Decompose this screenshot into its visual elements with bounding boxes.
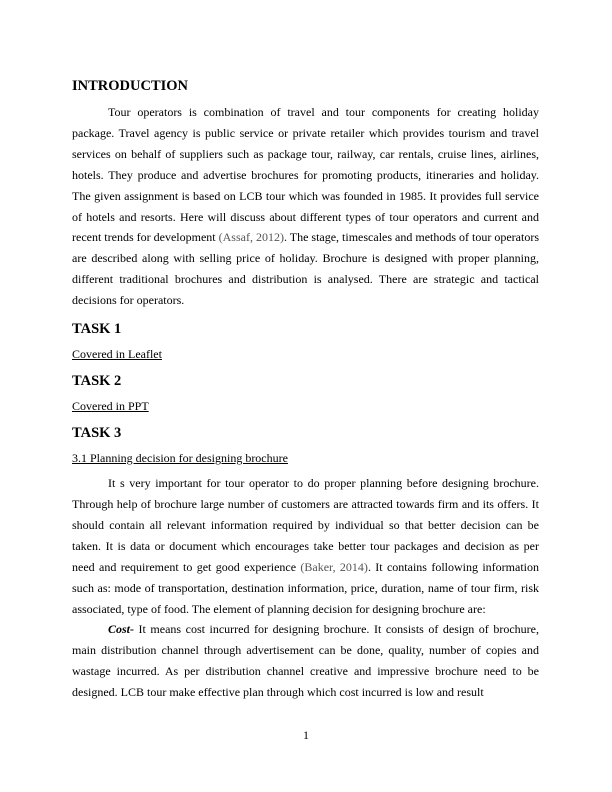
task2-covered-link[interactable]: Covered in PPT <box>72 399 149 414</box>
intro-text-part-2: . The stage, timescales and methods of tour operators are described along with selling price of holiday. Brochure is designed with proper planning, different traditional brochures and distribution is analysed. There are strategic and tactical decisions for operators. <box>72 230 540 308</box>
task1-heading: TASK 1 <box>72 321 122 338</box>
task2-heading: TASK 2 <box>72 373 122 390</box>
task3-text-part-1: It s very important for tour operator to do proper planning before designing brochure. Through help of brochure large number of customers are attracted towards firm and its offers. It should contain all relevant information required by individual so that better decision can be taken. It is data or document which encourages take better tour packages and decision as per need and requirement to get good experience <box>72 476 539 574</box>
section-3-1-subheading: 3.1 Planning decision for designing brochure <box>72 451 288 466</box>
intro-text-part-1: Tour operators is combination of travel and tour components for creating holiday package. Travel agency is public service or private retailer which provides tourism and travel services on behalf of suppliers such as package tour, railway, car rentals, cruise lines, airlines, hotels. They produce and advertise brochures for promoting products, itineraries and holiday. The given assignment is based on LCB tour which was founded in 1985. It provides full service of hotels and resorts. Here will discuss about different types of tour operators and current and recent trends for development <box>72 105 539 245</box>
cost-text: It means cost incurred for designing brochure. It consists of design of brochure, main distribution channel through advertisement can be done, quality, number of copies and wastage incurred. As per distribution channel creative and impressive brochure need to be designed. LCB tour make effective plan through which cost incurred is low and result <box>72 622 539 700</box>
cost-lead-term: Cost- <box>108 622 135 637</box>
task3-text-part-2: . It contains following information such as: mode of transportation, destination information, price, duration, name of tour firm, risk associated, type of food. The element of planning decision for designing brochure are: <box>72 559 540 616</box>
brochure-planning-paragraph <box>72 473 539 619</box>
task1-covered-link[interactable]: Covered in Leaflet <box>72 347 162 362</box>
introduction-heading: INTRODUCTION <box>72 78 189 94</box>
citation-baker: (Baker, 2014) <box>300 559 368 574</box>
citation-assaf: (Assaf, 2012) <box>218 230 284 245</box>
page-content <box>72 76 539 703</box>
task3-heading: TASK 3 <box>72 425 122 442</box>
cost-paragraph <box>72 619 539 703</box>
page-number: 1 <box>303 728 309 742</box>
introduction-paragraph <box>72 102 539 311</box>
